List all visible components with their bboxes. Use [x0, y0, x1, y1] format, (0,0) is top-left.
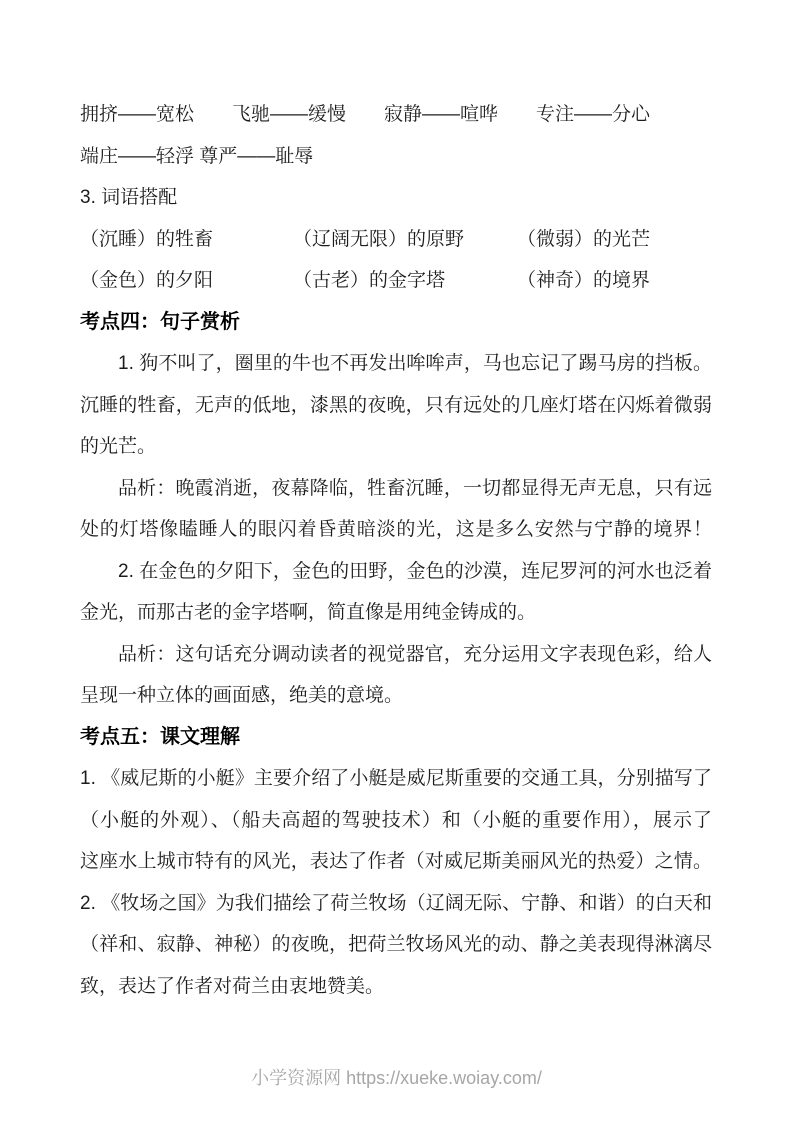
- collocation-heading: 3. 词语搭配: [80, 187, 178, 208]
- collocation-item: （微弱）的光芒: [517, 228, 651, 250]
- antonym-pairs-line-1: 拥挤——宽松 飞驰——缓慢 寂静——喧哗 专注——分心: [80, 104, 651, 125]
- s4-sentence1-line-2: 沉睡的牲畜，无声的低地，漆黑的夜晚，只有远处的几座灯塔在闪烁着微弱: [80, 394, 712, 416]
- s5-item2-line-2: （祥和、寂静、神秘）的夜晚，把荷兰牧场风光的动、静之美表现得淋漓尽: [80, 934, 712, 955]
- collocation-row-1: [80, 219, 712, 261]
- collocation-item: （沉睡）的牲畜: [80, 228, 214, 250]
- antonym-pairs-line-2: 端庄——轻浮 尊严——耻辱: [80, 145, 314, 167]
- s4-sentence2-line-1: 2. 在金色的夕阳下，金色的田野，金色的沙漠，连尼罗河的河水也泛着: [118, 560, 712, 582]
- s4-analysis2-line-1: 品析：这句话充分调动读者的视觉器官，充分运用文字表现色彩，给人: [118, 643, 712, 665]
- collocation-item: （古老）的金字塔: [293, 270, 446, 291]
- s5-item2-line-3: 致，表达了作者对荷兰由衷地赞美。: [80, 975, 385, 997]
- s4-sentence1-line-3: 的光芒。: [80, 436, 157, 457]
- collocation-item: （金色）的夕阳: [80, 270, 214, 291]
- s5-item1-line-2: （小艇的外观）、（船夫高超的驾驶技术）和（小艇的重要作用），展示了: [80, 809, 712, 831]
- footer-watermark: 小学资源网 https://xueke.woiay.com/: [251, 1068, 542, 1088]
- s5-item1-line-3: 这座水上城市特有的风光，表达了作者（对威尼斯美丽风光的热爱）之情。: [80, 851, 712, 872]
- collocation-item: （辽阔无限）的原野: [293, 228, 465, 250]
- s5-item1-line-1: 1. 《威尼斯的小艇》主要介绍了小艇是威尼斯重要的交通工具，分别描写了: [80, 768, 712, 789]
- section5-heading: 考点五：课文理解: [80, 725, 240, 748]
- s4-analysis2-line-2: 呈现一种立体的画面感，绝美的意境。: [80, 685, 404, 706]
- s4-sentence1-line-1: 1. 狗不叫了，圈里的牛也不再发出哞哞声，马也忘记了踢马房的挡板。: [118, 353, 712, 374]
- collocation-item: （神奇）的境界: [517, 270, 651, 291]
- s4-analysis1-line-1: 品析：晚霞消逝，夜幕降临，牲畜沉睡，一切都显得无声无息，只有远: [118, 477, 712, 499]
- collocation-row-2: [80, 260, 712, 302]
- s4-analysis1-line-2: 处的灯塔像瞌睡人的眼闪着昏黄暗淡的光，这是多么安然与宁静的境界！: [80, 519, 712, 540]
- section4-heading: 考点四：句子赏析: [80, 310, 240, 333]
- s4-sentence2-line-2: 金光，而那古老的金字塔啊，简直像是用纯金铸成的。: [80, 602, 537, 623]
- s5-item2-line-1: 2. 《牧场之国》为我们描绘了荷兰牧场（辽阔无际、宁静、和谐）的白天和: [80, 892, 712, 914]
